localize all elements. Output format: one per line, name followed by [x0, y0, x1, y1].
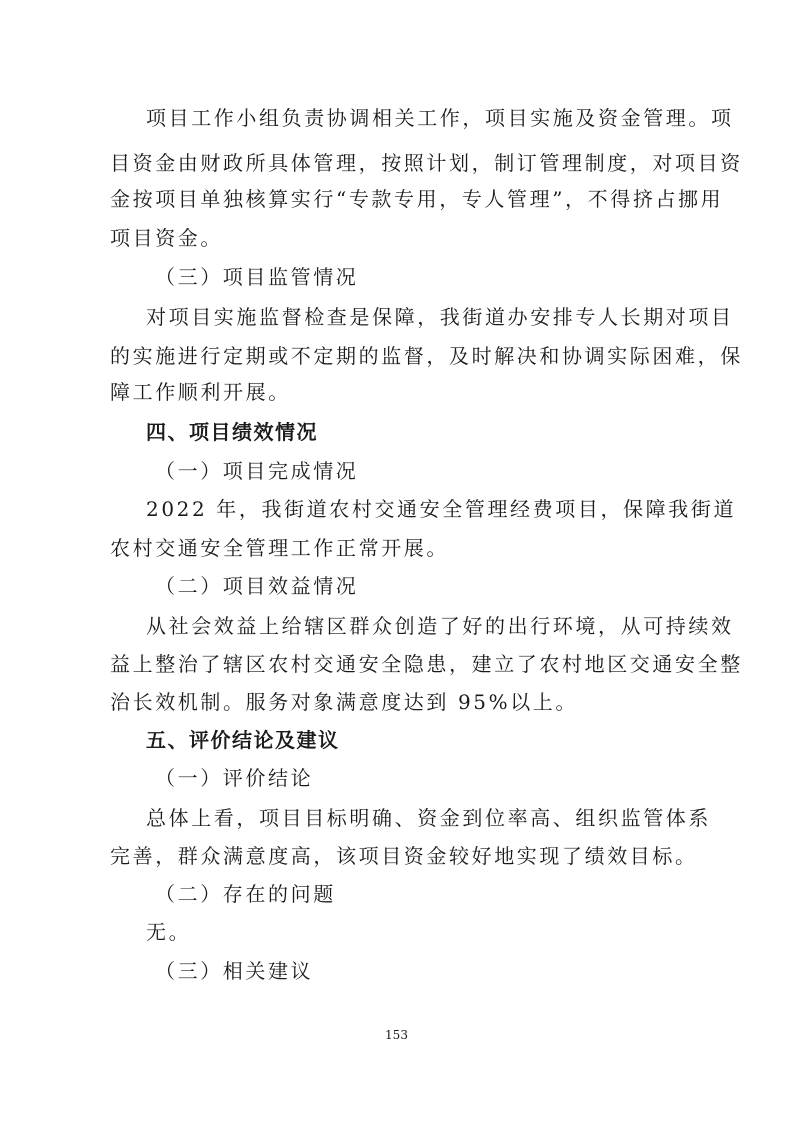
- paragraph-line: 完善，群众满意度高，该项目资金较好地实现了绩效目标。: [110, 844, 698, 868]
- paragraph-line: 总体上看，项目目标明确、资金到位率高、组织监管体系: [146, 806, 711, 830]
- subheading-conclusion: （一）评价结论: [155, 766, 314, 790]
- paragraph-line: 无。: [146, 920, 192, 944]
- paragraph-line: 的实施进行定期或不定期的监督，及时解决和协调实际困难，保: [110, 344, 743, 368]
- subheading-supervision: （三）项目监管情况: [155, 265, 359, 289]
- paragraph-line: 项目工作小组负责协调相关工作，项目实施及资金管理。项: [146, 106, 734, 130]
- paragraph-line: 目资金由财政所具体管理，按照计划，制订管理制度，对项目资: [110, 151, 743, 175]
- paragraph-line: 2022 年，我街道农村交通安全管理经费项目，保障我街道: [146, 497, 737, 521]
- paragraph-line: 治长效机制。服务对象满意度达到 95%以上。: [110, 690, 579, 714]
- paragraph-line: 项目资金。: [110, 226, 223, 250]
- page-number: 153: [385, 1028, 408, 1042]
- section-heading-performance: 四、项目绩效情况: [146, 420, 318, 444]
- subheading-suggestions: （三）相关建议: [155, 959, 314, 983]
- subheading-benefit: （二）项目效益情况: [155, 574, 359, 598]
- paragraph-line: 从社会效益上给辖区群众创造了好的出行环境，从可持续效: [146, 614, 734, 638]
- paragraph-line: 障工作顺利开展。: [110, 380, 291, 404]
- paragraph-line: 益上整治了辖区农村交通安全隐患，建立了农村地区交通安全整: [110, 652, 743, 676]
- paragraph-line: 对项目实施监督检查是保障，我街道办安排专人长期对项目: [146, 305, 734, 329]
- subheading-completion: （一）项目完成情况: [155, 459, 359, 483]
- paragraph-line: 农村交通安全管理工作正常开展。: [110, 536, 449, 560]
- paragraph-line: 金按项目单独核算实行“专款专用，专人管理”，不得挤占挪用: [110, 187, 724, 211]
- subheading-problems: （二）存在的问题: [155, 882, 336, 906]
- section-heading-conclusion: 五、评价结论及建议: [146, 728, 340, 752]
